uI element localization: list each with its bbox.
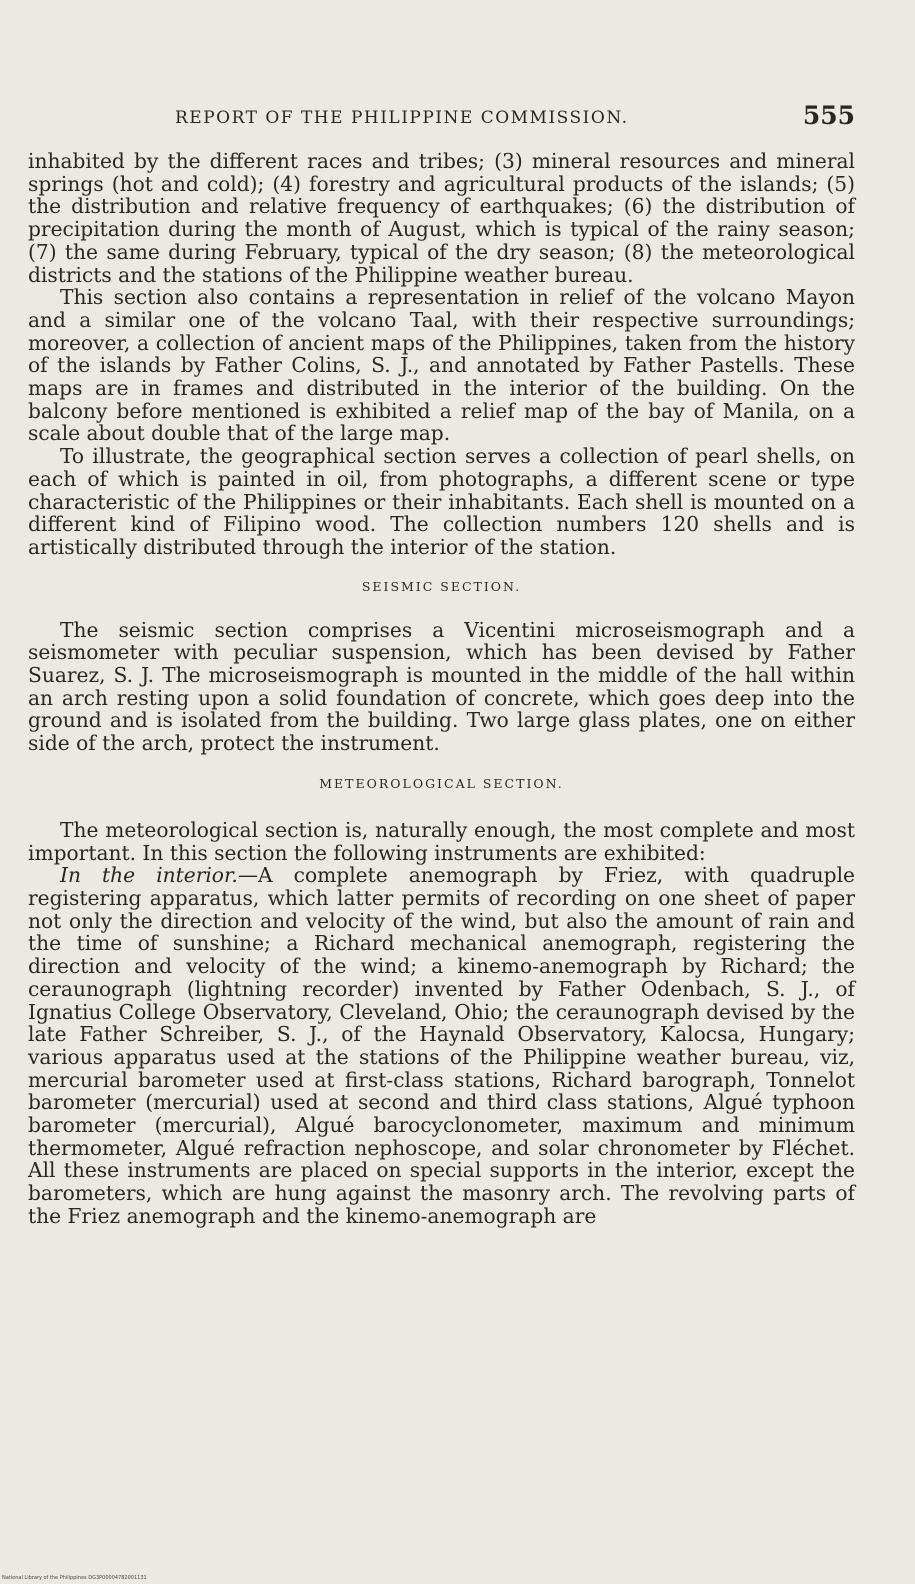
running-title: REPORT OF THE PHILIPPINE COMMISSION.	[175, 108, 629, 128]
paragraph-interior-instruments	[28, 864, 855, 1227]
paragraph-relief-maps: This section also contains a representation in relief of the volcano Mayon and a similar one of the volcano Taal, with their respective surroundings; moreover, a collection of ancient maps of the Philippines, taken from the history of the islands by Father Colins, S. J., and annotated by Father Pastells. These maps are in frames and distributed in the interior of the building. On the balcony before mentioned is exhibited a relief map of the bay of Manila, on a scale about double that of the large map.	[28, 285, 855, 446]
page-header	[0, 97, 915, 137]
paragraph-seismic: The seismic section comprises a Vicentini microseismograph and a seismometer with peculiar suspension, which has been devised by Father Suarez, S. J. The microseismograph is mounted in the middle of the hall within an arch resting upon a solid foundation of concrete, which goes deep into the ground and is isolated from the building. Two large glass plates, one on either side of the arch, protect the instrument.	[28, 617, 855, 756]
interior-lead: In the interior.	[60, 863, 238, 888]
paragraph-continuation: inhabited by the different races and tribes; (3) mineral resources and mineral springs (hot and cold); (4) forestry and agricultural products of the islands; (5) the distribution and relative frequency of earthquakes; (6) the distribution of precipitation during the month of August, which is typical of the rainy season; (7) the same during February, typical of the dry season; (8) the meteorological districts and the stations of the Philippine weather bureau.	[28, 149, 855, 287]
page-number: 555	[802, 101, 855, 130]
meteorological-section-heading: METEOROLOGICAL SECTION.	[319, 775, 564, 791]
paragraph-pearl-shells: To illustrate, the geographical section serves a collection of pearl shells, on each of which is painted in oil, from photographs, a different scene or type characteristic of the Philippines or their inhabitants. Each shell is mounted on a different kind of Filipino wood. The collection numbers 120 shells and is artistically distributed through the interior of the station.	[28, 444, 855, 559]
interior-text: —A complete anemograph by Friez, with quadruple registering apparatus, which latter permits of recording on one sheet of paper not only the direction and velocity of the wind, but also the amount of rain and the time of sunshine; a Richard mechanical anemograph, registering the direction and velocity of the wind; a kinemo-anemograph by Richard; the ceraunograph (lightning recorder) invented by Father Odenbach, S. J., of Ignatius College Observatory, Cleveland, Ohio; the ceraunograph devised by the late Father Schreiber, S. J., of the Haynald Observatory, Kalocsa, Hungary; various apparatus used at the stations of the Philippine weather bureau, viz, mercurial barometer used at first-class stations, Richard barograph, Tonnelot barometer (mercurial) used at second and third class stations, Algué typhoon barometer (mercurial), Algué barocyclonometer, maximum and minimum thermometer, Algué refraction nephoscope, and solar chronometer by Fléchet. All these instruments are placed on special supports in the interior, except the barometers, which are hung against the masonry arch. The revolving parts of the Friez anemograph and the kinemo-anemograph are	[28, 863, 855, 1228]
seismic-section-heading: SEISMIC SECTION.	[361, 578, 522, 594]
scan-credit: National Library of the Philippines DG3P00004782001131	[2, 1575, 147, 1581]
page-body	[28, 150, 855, 1228]
paragraph-meteorological: The meteorological section is, naturally enough, the most complete and most important. In this section the following instruments are exhibited:	[28, 817, 855, 865]
